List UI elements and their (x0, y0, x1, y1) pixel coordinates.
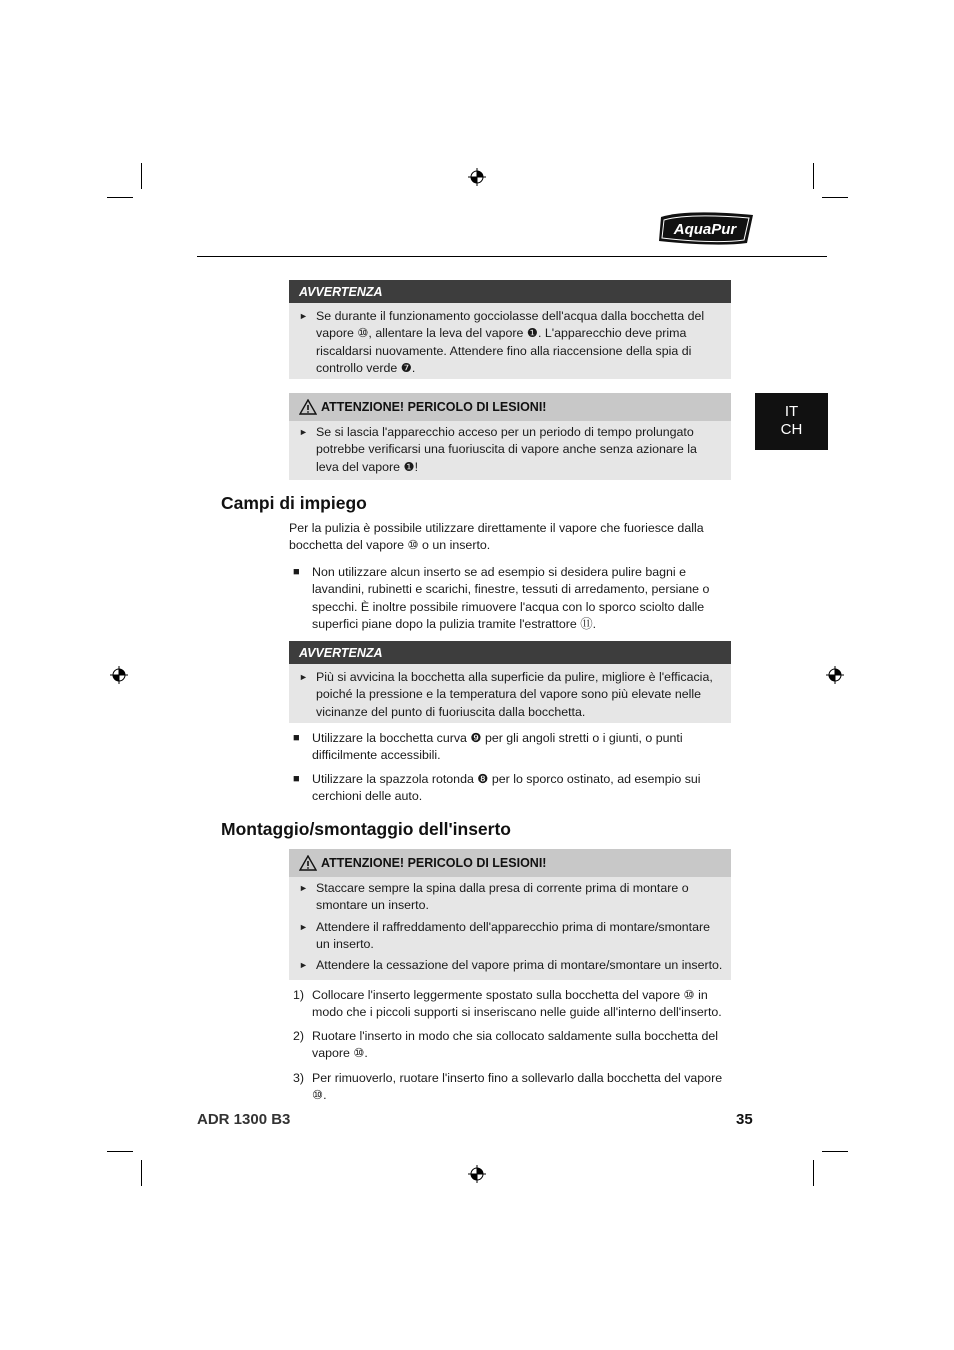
list-item (297, 669, 723, 721)
square-bullet-icon: ■ (293, 566, 300, 578)
language-code-ch: CH (780, 421, 803, 438)
notice-text: Più si avvicina la bocchetta alla superficie da pulire, migliore è l'efficacia, poiché la pressione e la temperatura del vapore sono più elevate nelle vicinanze del punto di fuoriuscita dalla bocchetta. (316, 670, 713, 719)
step-item (293, 987, 729, 1022)
step-text: Collocare l'inserto leggermente spostato sulla bocchetta del vapore ⑩ in modo che i piccoli supporti si inseriscano nelle guide all'interno dell'inserto. (312, 988, 722, 1020)
warning-text: Se si lascia l'apparecchio acceso per un periodo di tempo prolungato potrebbe verificarsi una fuoriuscita di vapore anche senza azionare la leva del vapore ❶! (316, 425, 697, 474)
warning-box (289, 849, 731, 980)
notice-box (289, 641, 731, 723)
list-item (297, 424, 723, 476)
warning-text: Staccare sempre la spina dalla presa di corrente prima di montare o smontare un inserto. (316, 881, 689, 913)
list-item (297, 919, 723, 954)
warning-text: Attendere il raffreddamento dell'apparecchio prima di montare/smontare un inserto. (316, 919, 711, 951)
arrow-icon: ► (299, 672, 308, 682)
crop-mark (822, 1151, 848, 1152)
arrow-icon: ► (299, 311, 308, 321)
arrow-icon: ► (299, 883, 308, 893)
bullet-text: Non utilizzare alcun inserto se ad esempio si desidera pulire bagni e lavandini, rubinetti e scarichi, finestre, tessuti di arredamento, persiane o specchi. È inoltre possibile rimuovere l'acqua con lo sporco sciolto dalle superfici piane dopo la pulizia tramite l'estrattore ⑪. (312, 565, 710, 631)
step-text: Per rimuoverlo, ruotare l'inserto fino a sollevarlo dalla bocchetta del vapore ⑩. (312, 1071, 723, 1103)
square-bullet-icon: ■ (293, 732, 300, 744)
step-number: 3) (293, 1071, 305, 1085)
step-text: Ruotare l'inserto in modo che sia collocato saldamente sulla bocchetta del vapore ⑩. (312, 1029, 718, 1061)
crop-mark (822, 197, 848, 198)
warning-title: ATTENZIONE! PERICOLO DI LESIONI! (321, 400, 547, 414)
intro-paragraph: Per la pulizia è possibile utilizzare direttamente il vapore che fuoriesce dalla bocchetta del vapore ⑩ o un inserto. (289, 521, 704, 553)
notice-box (289, 280, 731, 379)
step-item (293, 1028, 729, 1063)
crop-mark (107, 197, 133, 198)
step-item (293, 1070, 729, 1105)
crop-mark (107, 1151, 133, 1152)
aquapur-logo (657, 209, 757, 249)
registration-mark-icon (110, 666, 128, 684)
warning-triangle-icon (299, 855, 317, 871)
step-number: 1) (293, 988, 305, 1002)
page-number: 35 (736, 1111, 753, 1128)
language-tab (755, 393, 828, 450)
bullet-item (293, 730, 729, 765)
warning-text: Attendere la cessazione del vapore prima di montare/smontare un inserto. (316, 958, 723, 973)
warning-header (289, 849, 731, 877)
warning-title: ATTENZIONE! PERICOLO DI LESIONI! (321, 856, 547, 870)
crop-mark (141, 1160, 142, 1186)
notice-title: AVVERTENZA (289, 641, 731, 664)
registration-mark-icon (468, 1165, 486, 1183)
bullet-item (293, 771, 729, 806)
bullet-text: Utilizzare la bocchetta curva ❾ per gli angoli stretti o i giunti, o punti difficilmente accessibili. (312, 731, 683, 763)
registration-mark-icon (826, 666, 844, 684)
list-item (297, 880, 723, 915)
bullet-item (293, 564, 729, 633)
warning-box (289, 393, 731, 480)
step-number: 2) (293, 1029, 305, 1043)
square-bullet-icon: ■ (293, 773, 300, 785)
crop-mark (141, 163, 142, 189)
section-heading: Montaggio/smontaggio dell'inserto (221, 819, 511, 839)
list-item (297, 957, 723, 974)
language-code-it: IT (784, 403, 799, 420)
notice-title: AVVERTENZA (289, 280, 731, 303)
crop-mark (813, 1160, 814, 1186)
warning-header (289, 393, 731, 421)
footer-model: ADR 1300 B3 (197, 1111, 291, 1128)
crop-mark (813, 163, 814, 189)
section-heading: Campi di impiego (221, 493, 367, 513)
arrow-icon: ► (299, 921, 308, 932)
registration-mark-icon (468, 168, 486, 186)
arrow-icon: ► (299, 960, 308, 971)
list-item (297, 308, 723, 377)
brand-name: AquaPur (673, 221, 737, 238)
arrow-icon: ► (299, 427, 308, 437)
notice-text: Se durante il funzionamento gocciolasse dell'acqua dalla bocchetta del vapore ⑩, allentare la leva del vapore ❶. L'apparecchio deve prima riscaldarsi nuovamente. Attendere fino alla riaccensione della spia di controllo verde ❼. (316, 309, 705, 375)
warning-triangle-icon (299, 399, 317, 415)
header-rule (197, 256, 827, 257)
bullet-text: Utilizzare la spazzola rotonda ❽ per lo sporco ostinato, ad esempio sui cerchioni delle auto. (312, 772, 701, 804)
